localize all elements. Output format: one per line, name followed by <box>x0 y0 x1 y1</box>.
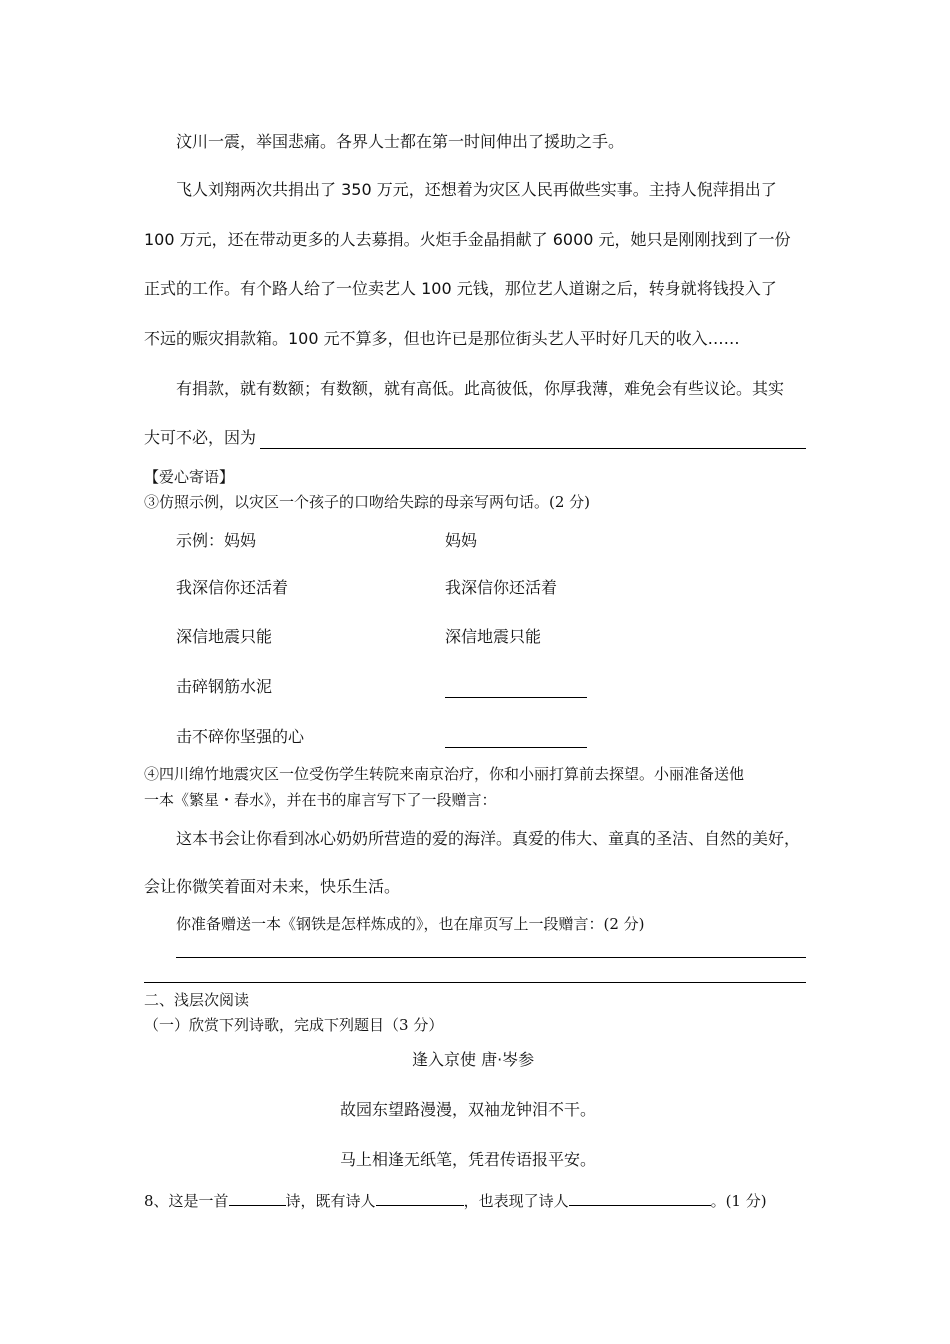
question-8-part-4: 。(1 分) <box>710 1192 767 1210</box>
answer-line-1: 妈妈 <box>445 531 478 550</box>
example-line-3: 深信地震只能 <box>176 627 273 646</box>
passage-paragraph-3-line-1: 有捐款，就有数额；有数额，就有高低。此高彼低，你厚我薄，难免会有些议论。其实 <box>176 379 785 398</box>
example-line-5: 击不碎你坚强的心 <box>176 727 305 746</box>
inscription-line-2: 会让你微笑着面对未来，快乐生活。 <box>144 877 401 896</box>
poem-title: 逢入京使 唐·岑参 <box>412 1050 535 1069</box>
answer-line-3: 深信地震只能 <box>445 627 542 646</box>
passage-paragraph-1: 汶川一震，举国悲痛。各界人士都在第一时间伸出了援助之手。 <box>176 132 625 151</box>
answer-blank-reason[interactable] <box>260 448 806 449</box>
poem-line-2: 马上相逢无纸笔，凭君传语报平安。 <box>340 1150 597 1169</box>
answer-blank-line-5[interactable] <box>445 747 587 748</box>
question-4-line-1: ④四川绵竹地震灾区一位受伤学生转院来南京治疗，你和小丽打算前去探望。小丽准备送他 <box>144 765 745 783</box>
answer-line-2: 我深信你还活着 <box>445 578 558 597</box>
passage-paragraph-2-line-1: 飞人刘翔两次共捐出了 350 万元，还想着为灾区人民再做些实事。主持人倪萍捐出了 <box>176 180 777 199</box>
question-4-line-2: 一本《繁星・春水》，并在书的扉言写下了一段赠言： <box>144 791 497 809</box>
poem-line-1: 故园东望路漫漫，双袖龙钟泪不干。 <box>340 1100 597 1119</box>
part-2-heading: 二、浅层次阅读 <box>144 991 250 1009</box>
passage-paragraph-2-line-2: 100 万元，还在带动更多的人去募捐。火炬手金晶捐献了 6000 元，她只是刚刚找到了一份 <box>144 230 791 249</box>
inscription-line-1: 这本书会让你看到冰心奶奶所营造的爱的海洋。真爱的伟大、童真的圣洁、自然的美好， <box>176 829 801 848</box>
question-8-part-3: ，也表现了诗人 <box>463 1192 569 1210</box>
answer-blank-line-4[interactable] <box>445 697 587 698</box>
section-heading-love: 【爱心寄语】 <box>144 468 235 486</box>
answer-blank-inscription-2[interactable] <box>144 982 806 983</box>
passage-paragraph-2-line-3: 正式的工作。有个路人给了一位卖艺人 100 元钱，那位艺人道谢之后，转身就将钱投入了 <box>144 279 777 298</box>
question-8-part-2: 诗，既有诗人 <box>285 1192 376 1210</box>
answer-blank-q8-2[interactable] <box>376 1190 464 1206</box>
passage-paragraph-3-line-2: 大可不必，因为 <box>144 428 257 447</box>
answer-blank-q8-3[interactable] <box>569 1190 711 1206</box>
example-line-1: 示例：妈妈 <box>176 531 257 550</box>
example-line-2: 我深信你还活着 <box>176 578 289 597</box>
passage-paragraph-2-line-4: 不远的赈灾捐款箱。100 元不算多，但也许已是那位街头艺人平时好几天的收入…… <box>144 329 740 348</box>
question-3: ③仿照示例，以灾区一个孩子的口吻给失踪的母亲写两句话。(2 分) <box>144 493 591 511</box>
part-2-subheading: （一）欣赏下列诗歌，完成下列题目（3 分） <box>144 1016 444 1034</box>
question-4-prompt: 你准备赠送一本《钢铁是怎样炼成的》，也在扉页写上一段赠言：(2 分) <box>176 915 645 933</box>
question-8-part-1: 8、这是一首 <box>144 1192 229 1210</box>
answer-blank-inscription-1[interactable] <box>176 957 806 958</box>
example-line-4: 击碎钢筋水泥 <box>176 677 273 696</box>
answer-blank-q8-1[interactable] <box>229 1190 286 1206</box>
question-8 <box>144 1190 767 1210</box>
